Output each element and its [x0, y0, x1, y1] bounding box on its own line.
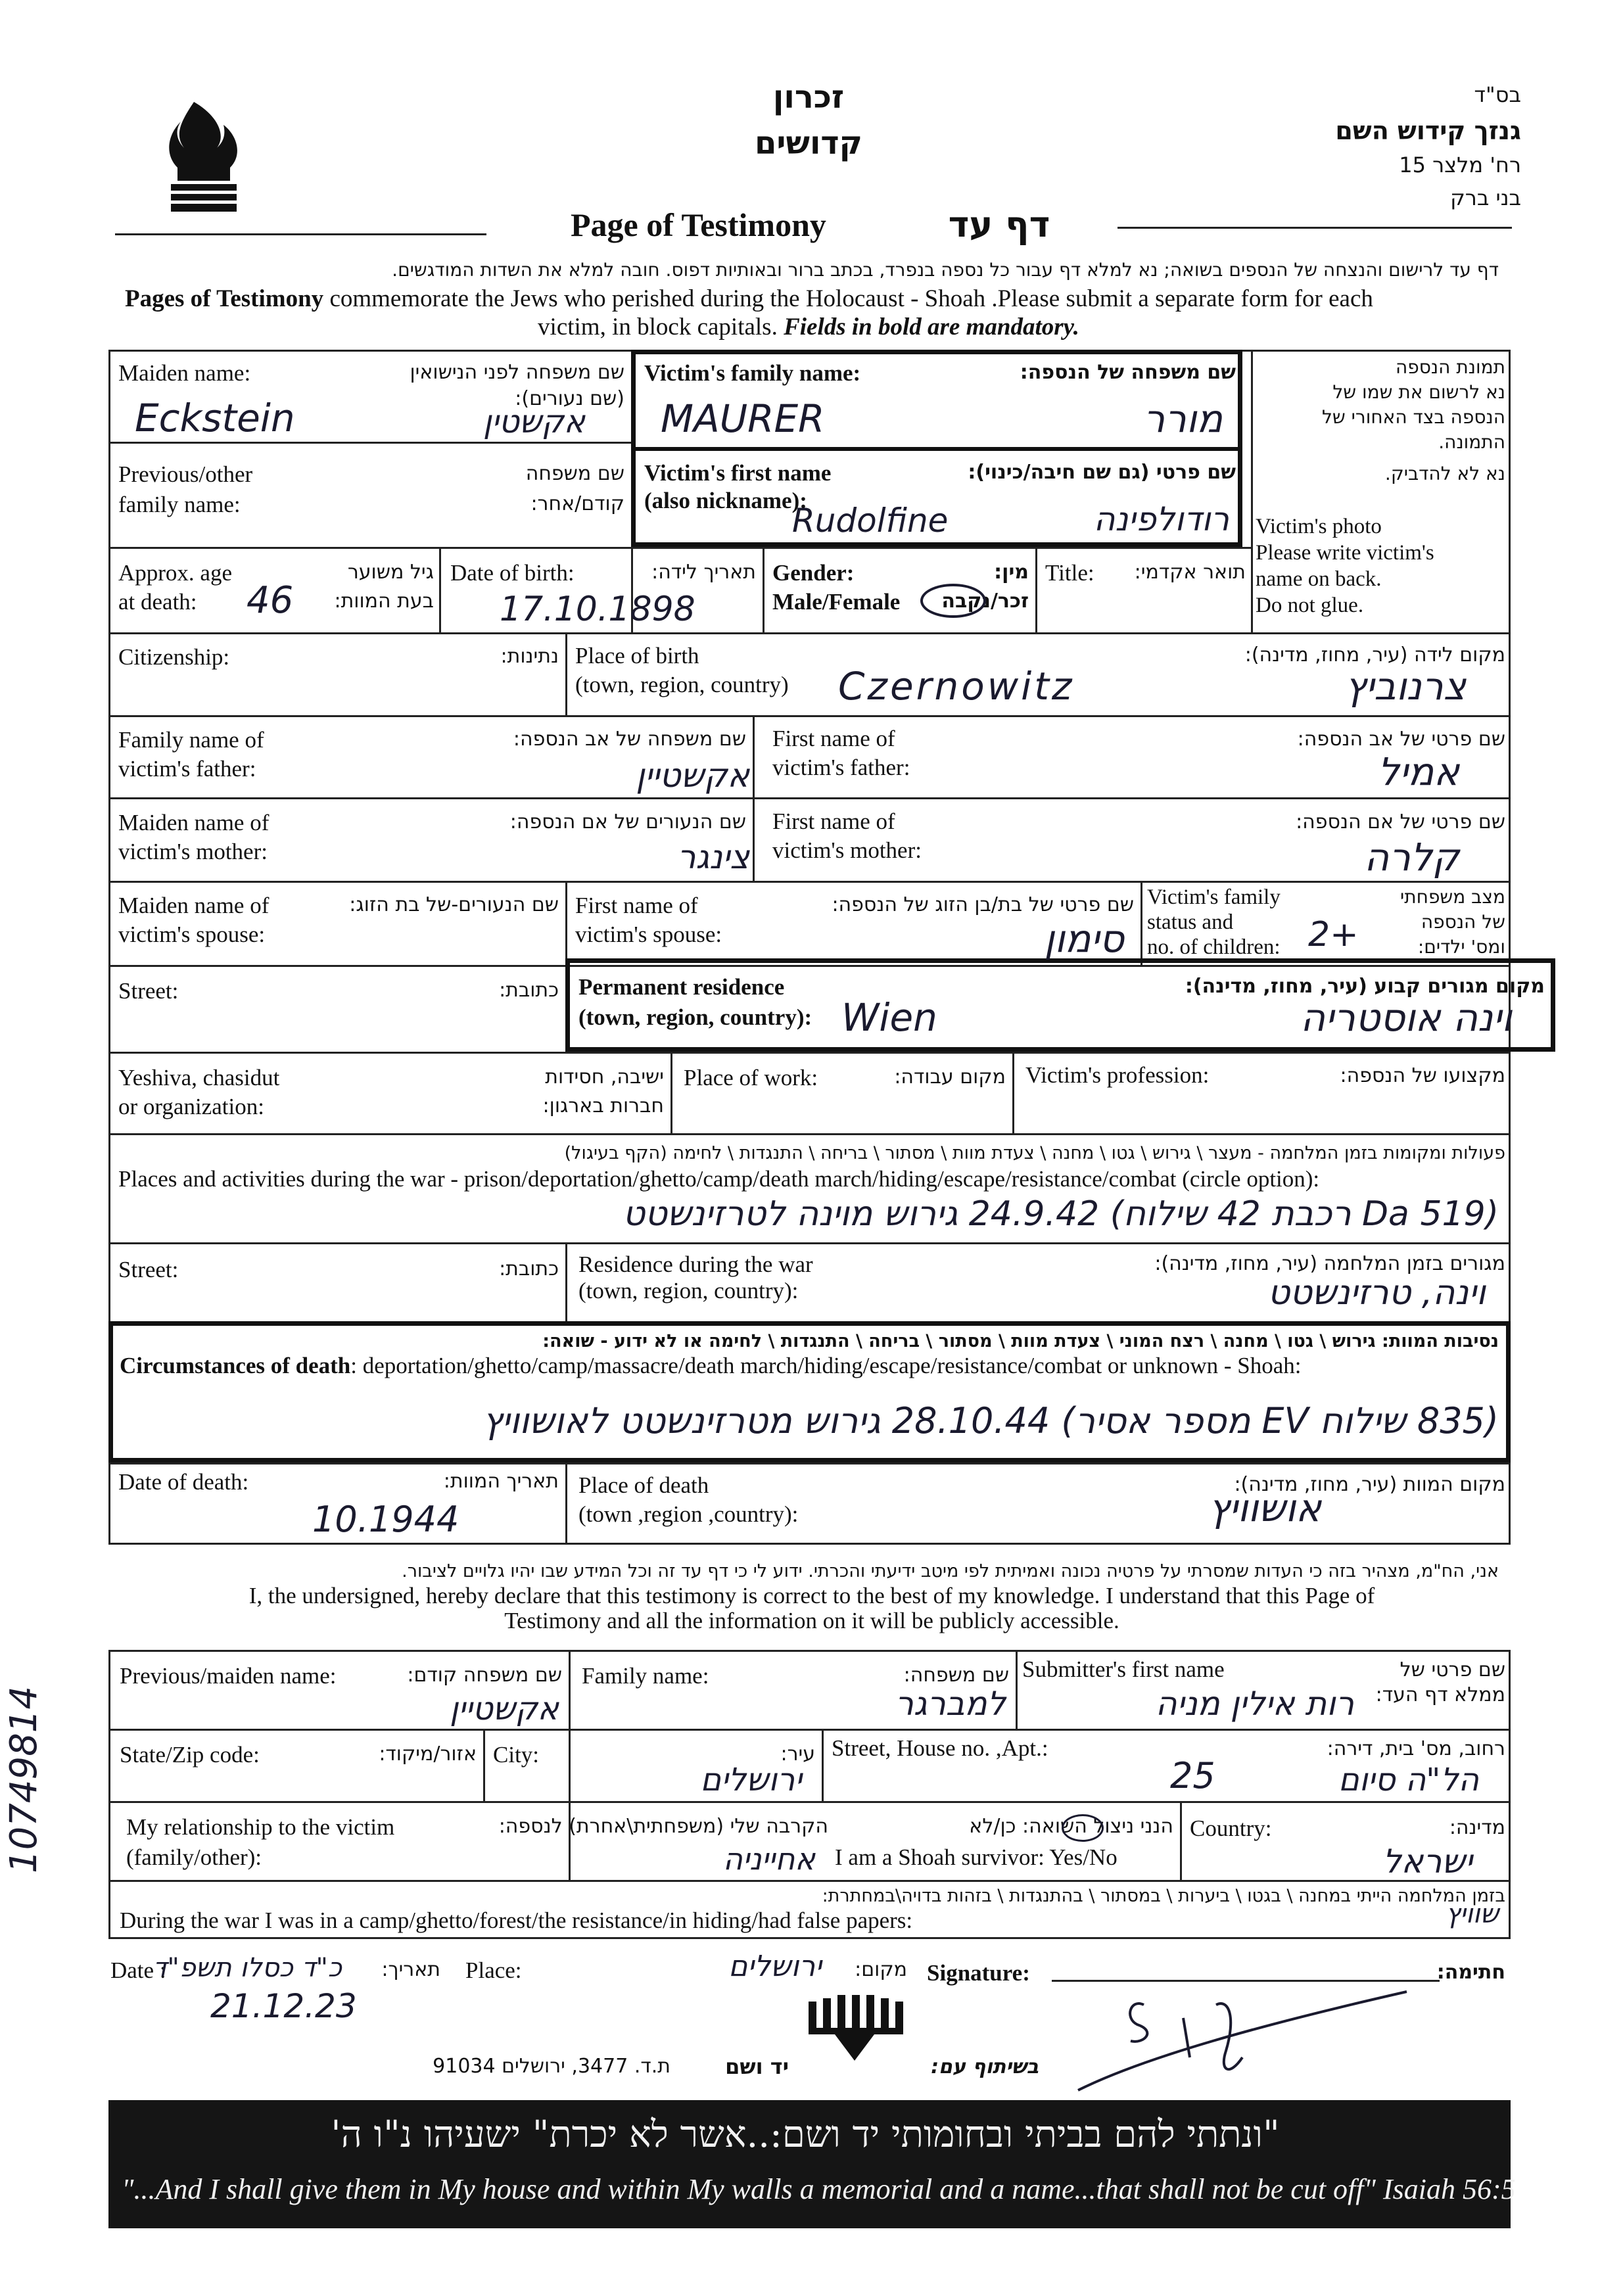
work-label: Place of work:	[684, 1065, 818, 1090]
survivor-label-he: הנני ניצול השואה: כן/לא	[969, 1815, 1173, 1838]
relationship-value[interactable]: אחייניה	[722, 1841, 815, 1877]
partnership-label: בשיתוף עם:	[931, 2055, 1039, 2078]
relationship-label-2: (family/other):	[126, 1844, 262, 1870]
intro-english-rest: commemorate the Jews who perished during the Holocaust - Shoah .Please submit a separate form for each	[323, 285, 1373, 312]
maiden-name-label: Maiden name:	[118, 360, 251, 386]
place-label: Place:	[465, 1957, 522, 1983]
relationship-label: My relationship to the victim	[126, 1814, 395, 1840]
perm-res-label-2: (town, region, country):	[578, 1004, 812, 1030]
photo-box-en-2: Please write victim's	[1256, 541, 1434, 565]
submitter-prev-maiden-label: Previous/maiden name:	[120, 1663, 337, 1689]
declaration-en-1: I, the undersigned, hereby declare that this testimony is correct to the best of my knowledge. I understand that this Page of	[248, 1583, 1375, 1608]
age-label-2: at death:	[118, 589, 197, 615]
intro-english-line2: victim, in block capitals. Fields in bold are mandatory.	[538, 314, 1079, 340]
camp-label: During the war I was in a camp/ghetto/forest/the resistance/in hiding/had false papers:	[120, 1908, 913, 1933]
family-status-label-he: מצב משפחתי	[1400, 886, 1505, 908]
photo-box-he-1: תמונת הנספה	[1395, 356, 1505, 378]
street-label-he: כתובת:	[499, 979, 559, 1002]
country-label: Country:	[1190, 1816, 1272, 1841]
photo-box-en-4: Do not glue.	[1256, 594, 1364, 617]
gender-label-he2: זכר/נקבה	[941, 590, 1029, 613]
father-family-label-2: victim's father:	[118, 756, 256, 782]
relationship-label-he: הקרבה שלי (משפחתית\אחרת) לנספה:	[498, 1815, 828, 1838]
father-first-label-he: שם פרטי של אב הנספה:	[1297, 728, 1505, 751]
citizenship-label: Citizenship:	[118, 644, 230, 670]
banner-quote-he: "ונתתי להם בביתי ובחומותי יד ושם:..אשר לא יכרת" ישעיהו נ"ו ה'	[331, 2113, 1280, 2156]
profession-label: Victim's profession:	[1025, 1062, 1210, 1088]
submitter-family-label: Family name:	[582, 1663, 709, 1689]
family-status-value[interactable]: 2+	[1308, 915, 1359, 954]
perm-res-label: Permanent residence	[578, 974, 785, 1000]
org-name: גנזך קידוש השם	[1335, 116, 1521, 145]
place-value[interactable]: ירושלים	[728, 1950, 822, 1983]
intro-english	[125, 286, 1505, 312]
signature-scribble-icon[interactable]	[1065, 1979, 1420, 2103]
first-name-label: Victim's first name	[644, 460, 832, 486]
war-res-value[interactable]: וינה, טרזינשטט	[1267, 1273, 1486, 1313]
photo-box-he-2: נא לרשום את שמו של	[1332, 381, 1505, 403]
family-name-value-he[interactable]: מורר	[1143, 396, 1223, 441]
yad-vashem-logo	[795, 1995, 914, 2067]
mother-maiden-label-he: שם הנעורים של אם הנספה:	[509, 810, 746, 833]
work-label-he: מקום עבודה:	[894, 1066, 1006, 1089]
flame-logo-icon	[154, 95, 253, 220]
profession-label-he: מקצועו של הנספה:	[1340, 1064, 1505, 1087]
street-label: Street:	[118, 978, 179, 1004]
dod-label: Date of death:	[118, 1469, 249, 1495]
survivor-no-circle[interactable]	[1062, 1814, 1104, 1842]
spouse-maiden-label-he: שם הנעורים-של בת הזוג:	[349, 893, 559, 916]
spouse-first-value[interactable]: סימון	[1044, 916, 1124, 961]
submitter-first-label-he2: ממלא דף העד:	[1375, 1683, 1505, 1706]
country-label-he: מדינה:	[1449, 1816, 1505, 1839]
spouse-first-label-2: victim's spouse:	[575, 922, 722, 947]
photo-box-en-3: name on back.	[1256, 567, 1382, 591]
first-name-label-2: (also nickname):	[644, 488, 807, 513]
submitter-family-label-he: שם משפחה:	[903, 1664, 1009, 1687]
circ-value[interactable]: (835 שילוח EV מספר אסיר) 28.10.44 גירוש מטרזינשטט לאושוויץ	[482, 1400, 1499, 1441]
family-status-label-he2: של הנספה	[1421, 911, 1505, 933]
dob-label: Date of birth:	[450, 560, 575, 586]
war-res-label: Residence during the war	[578, 1252, 813, 1277]
mother-maiden-value[interactable]: צינגר	[677, 838, 749, 876]
mother-first-label-he: שם פרטי של אם הנספה:	[1296, 810, 1505, 833]
prev-name-label-he: שם משפחה	[525, 462, 624, 485]
banner-quote-en: "...And I shall give them in My house and within My walls a memorial and a name...that shall not be cut off" Isaiah 56:5	[122, 2173, 1516, 2205]
bsd-label: בס"ד	[1474, 82, 1521, 107]
age-label: Approx. age	[118, 560, 233, 586]
submitter-state-label: State/Zip code:	[120, 1742, 260, 1768]
org-address-1: רח' מלצר 15	[1399, 152, 1521, 177]
intro-english-bold: Pages of Testimony	[125, 285, 324, 312]
submitter-street-value-num[interactable]: 25	[1170, 1755, 1215, 1796]
photo-box-he-5: נא לא להדביק.	[1384, 463, 1505, 484]
country-value[interactable]: ישראל	[1382, 1842, 1472, 1881]
yeshiva-label: Yeshiva, chasidut	[118, 1065, 280, 1090]
age-value[interactable]: 46	[247, 579, 294, 622]
zikaron-title-1: זכרון	[772, 79, 845, 116]
submitter-city-label-he: עיר:	[780, 1743, 815, 1766]
intro-hebrew: דף עד לרישום והנצחה של הנספים בשואה; נא למלא דף עבור כל נספה בנפרד, בכתב ברור ובאותיות דפוס. חובה למלא את השדות המודגשים.	[392, 259, 1499, 281]
submitter-street-label-he: רחוב, מס' בית, דירה:	[1327, 1737, 1505, 1760]
page-title-he: דף עד	[948, 204, 1050, 245]
gender-label: Gender:	[772, 560, 855, 586]
zikaron-title-2: קדושים	[755, 125, 862, 162]
submitter-prev-maiden-value[interactable]: אקשטיין	[450, 1691, 559, 1727]
dod-value[interactable]: 10.1944	[312, 1499, 459, 1540]
father-family-label: Family name of	[118, 727, 264, 753]
pod-label-he: מקום המוות (עיר, מחוז, מדינה):	[1234, 1473, 1505, 1496]
spouse-maiden-label: Maiden name of	[118, 893, 270, 918]
submitter-family-value[interactable]: למברגר	[895, 1685, 1006, 1723]
submitter-first-label-he: שם פרטי של	[1400, 1658, 1505, 1681]
perm-res-value-he[interactable]: וינה אוסטריה	[1300, 995, 1512, 1040]
street2-label: Street:	[118, 1257, 179, 1282]
mother-first-value[interactable]: קלרה	[1364, 835, 1459, 879]
family-name-label-he: שם משפחה של הנספה:	[1020, 361, 1236, 384]
pod-label-2: (town ,region ,country):	[578, 1501, 799, 1527]
footer-banner	[108, 2100, 1516, 2228]
war-res-label-2: (town, region, country):	[578, 1278, 799, 1303]
photo-box-he-4: התמונה.	[1438, 431, 1505, 453]
submitter-street-label: Street, House no. ,Apt.:	[832, 1735, 1048, 1761]
places-label: Places and activities during the war - prison/deportation/ghetto/camp/death march/hiding/escape/resistance/combat (circle option):	[118, 1166, 1320, 1192]
mother-first-label-2: victim's mother:	[772, 837, 922, 863]
camp-label-he: בזמן המלחמה הייתי במחנה \ בגטו \ ביערות \ במסתור \ בהתנגדות \ בזהות בדויה\במחתרת:	[822, 1886, 1505, 1906]
first-name-label-he: שם פרטי (גם שם חיבה/כינוי):	[968, 461, 1236, 484]
submitter-street-value[interactable]: הל"ה סיום	[1338, 1762, 1479, 1798]
family-status-label-3: no. of children:	[1147, 935, 1281, 959]
header-rule-right	[1117, 227, 1512, 229]
prev-name-label-2: family name:	[118, 492, 241, 517]
date-value-he[interactable]: כ"ד כסלו תשפ"ד	[153, 1953, 342, 1983]
family-name-value[interactable]: MAURER	[661, 396, 825, 441]
father-first-label-2: victim's father:	[772, 755, 910, 780]
dob-value[interactable]: 17.10.1898	[500, 590, 695, 629]
spouse-first-label: First name of	[575, 893, 698, 918]
yad-vashem-name: יד ושם	[725, 2054, 789, 2079]
pob-label: Place of birth	[575, 643, 699, 668]
yeshiva-label-he2: חברות בארגון:	[542, 1094, 664, 1117]
perm-res-value[interactable]: Wien	[841, 995, 937, 1040]
circ-label-he: נסיבות המוות: גירוש \ גטו \ מחנה \ רצח המוני \ צעדת מוות \ מסתור \ בריחה \ התנגדות \ לחימה או לא ידוע - שואה:	[542, 1331, 1499, 1351]
date-label-he: תאריך:	[381, 1958, 440, 1981]
family-status-label-2: status and	[1147, 910, 1234, 934]
street2-label-he: כתובת:	[499, 1257, 559, 1280]
mother-maiden-label: Maiden name of	[118, 810, 270, 835]
title-label: Title:	[1045, 560, 1094, 586]
father-first-label: First name of	[772, 726, 895, 751]
yeshiva-label-he: ישיבה, חסידות	[545, 1066, 664, 1089]
menorah-icon	[795, 1995, 914, 2067]
maiden-name-label-he: שם משפחה לפני הנישואין	[410, 361, 624, 384]
side-number: 10749814	[3, 1685, 45, 1873]
place-label-he: מקום:	[855, 1958, 907, 1981]
maiden-name-value[interactable]: Eckstein	[135, 396, 295, 440]
date-value[interactable]: 21.12.23	[210, 1987, 357, 2025]
yeshiva-label-2: or organization:	[118, 1094, 264, 1119]
pob-label-he: מקום לידה (עיר, מחוז, מדינה):	[1244, 644, 1505, 667]
photo-box-he-3: הנספה בצד האחורי של	[1322, 406, 1505, 428]
pob-label-2: (town, region, country)	[575, 672, 789, 697]
submitter-city-label: City:	[493, 1742, 540, 1768]
places-value[interactable]: (Da 519 רכבת 42 שילוח) 24.9.42 גירוש מוינה לטרזינשטט	[623, 1194, 1499, 1234]
spouse-first-label-he: שם פרטי של בת/בן הזוג של הנספה:	[832, 893, 1134, 916]
first-name-value[interactable]: Rudolfine	[792, 502, 949, 540]
submitter-city-value[interactable]: ירושלים	[700, 1762, 802, 1798]
yad-vashem-address: 91034 ת.ד. 3477, ירושלים	[433, 2055, 670, 2078]
spouse-maiden-label-2: victim's spouse:	[118, 922, 266, 947]
prev-name-label: Previous/other	[118, 461, 253, 487]
org-address-2: בני ברק	[1450, 185, 1521, 210]
dod-label-he: תאריך המוות:	[443, 1470, 559, 1493]
circ-label: Circumstances of death: deportation/ghetto/camp/massacre/death march/hiding/escape/resistance/combat or unknown - Shoah:	[120, 1353, 1302, 1378]
pob-value-he[interactable]: צרנוביץ	[1345, 664, 1466, 709]
declaration-en-2: Testimony and all the information on it will be publicly accessible.	[504, 1608, 1119, 1633]
pod-label: Place of death	[578, 1472, 709, 1498]
first-name-value-he[interactable]: רודולפינה	[1093, 500, 1229, 538]
family-status-label: Victim's family	[1147, 885, 1281, 909]
citizenship-label-he: נתינות:	[500, 645, 559, 668]
dob-label-he: תאריך לידה:	[651, 561, 756, 584]
submitter-first-value[interactable]: רות אילין מניה	[1155, 1685, 1354, 1723]
war-res-label-he: מגורים בזמן המלחמה (עיר, מחוז, מדינה):	[1154, 1252, 1505, 1275]
submitter-state-label-he: אזור/מיקוד:	[379, 1743, 477, 1766]
pod-value[interactable]: אושוויץ	[1208, 1486, 1321, 1530]
signature-label: Signature:	[927, 1960, 1030, 1986]
gender-label-2: Male/Female	[772, 589, 901, 615]
declaration-he: אני, הח"מ, מצהיר בזה כי העדות שמסרתי על פרטיה נכונה ואמיתית לפי מיטב ידיעתי והכרתי. ידוע לי כי דף עד זה וכל המידע שבו יהיו גלויים לציבור.	[402, 1561, 1499, 1581]
page-title-en: Page of Testimony	[571, 206, 826, 243]
gender-label-he: מין:	[994, 561, 1029, 584]
title-label-he: תואר אקדמי:	[1134, 561, 1246, 584]
gender-female-circle[interactable]	[920, 584, 986, 618]
family-status-label-he3: ומס' ילדים:	[1417, 936, 1505, 958]
pob-value[interactable]: Czernowitz	[838, 664, 1075, 709]
mother-first-label: First name of	[772, 808, 895, 834]
father-family-value[interactable]: אקשטיין	[636, 757, 749, 795]
age-label-he2: בעת המוות:	[334, 590, 434, 613]
father-family-label-he: שם משפחה של אב הנספה:	[513, 728, 746, 751]
camp-value[interactable]: שוויץ	[1446, 1899, 1499, 1929]
mother-maiden-label-2: victim's mother:	[118, 839, 268, 864]
submitter-prev-maiden-label-he: שם משפחה קודם:	[407, 1664, 562, 1687]
family-name-label: Victim's family name:	[644, 360, 861, 386]
age-label-he: גיל משוער	[347, 561, 434, 584]
logo	[154, 95, 253, 220]
perm-res-label-he: מקום מגורים קבוע (עיר, מחוז, מדינה):	[1185, 975, 1545, 998]
header-rule-left	[115, 233, 486, 235]
father-first-value[interactable]: אמיל	[1377, 749, 1459, 794]
photo-box-en-1: Victim's photo	[1256, 515, 1382, 538]
signature-label-he: חתימה:	[1436, 1961, 1505, 1984]
survivor-label: I am a Shoah survivor: Yes/No	[835, 1844, 1117, 1870]
maiden-name-label-he2: (שם נעורים):	[515, 387, 624, 410]
submitter-first-label: Submitter's first name	[1022, 1656, 1225, 1682]
date-label: Date :	[110, 1957, 166, 1983]
places-label-he: פעולות ומקומות בזמן המלחמה - מעצר \ גירוש \ גטו \ מחנה \ צעדת מוות \ מסתור \ בריחה \ התנגדות \ לחימה (הקף בעיגול)	[564, 1143, 1505, 1163]
prev-name-label-he2: קודם/אחר:	[530, 492, 624, 515]
maiden-name-value-he[interactable]: אקשטין	[482, 404, 585, 440]
